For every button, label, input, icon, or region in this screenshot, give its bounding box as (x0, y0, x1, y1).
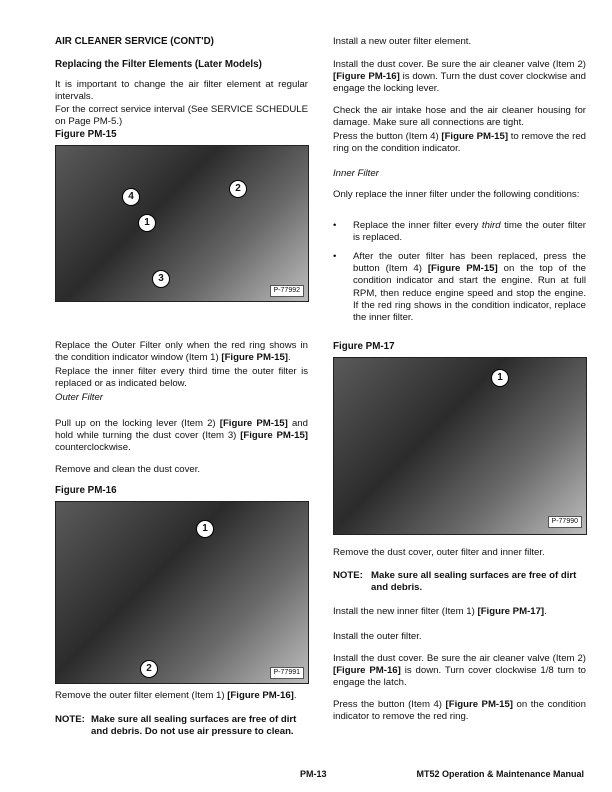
paragraph: Install the dust cover. Be sure the air cleaner valve (Item 2) [Figure PM-16] is down. Turn cover clockwise 1/8 turn to engage the latch. (333, 653, 586, 689)
callout: 2 (140, 660, 158, 678)
figure-label: Figure PM-17 (333, 341, 395, 352)
photo-code: P-77991 (270, 667, 304, 679)
bullet-item: • After the outer filter has been replaced, press the button (Item 4) [Figure PM-15] on the top of the condition indicator and start the engine. Run at full RPM, then reduce engine speed and stop the engine. If the red ring shows in the condition indicator, replace the inner filter. (333, 251, 586, 324)
paragraph: Only replace the inner filter under the following conditions: (333, 189, 580, 200)
page-number: PM-13 (300, 769, 327, 779)
subheading: Inner Filter (333, 168, 379, 179)
figure-pm-17-photo (333, 357, 587, 535)
paragraph: Install the outer filter. (333, 631, 422, 642)
callout: 1 (196, 520, 214, 538)
subsection-title: Replacing the Filter Elements (Later Models) (55, 59, 262, 70)
bullet-item: • Replace the inner filter every third time the outer filter is replaced. (333, 220, 586, 244)
note: NOTE: Make sure all sealing surfaces are free of dirt and debris. (333, 570, 577, 594)
paragraph: Install a new outer filter element. (333, 36, 472, 47)
figure-pm-15-photo (55, 145, 309, 302)
callout: 2 (229, 180, 247, 198)
section-title: AIR CLEANER SERVICE (CONT'D) (55, 36, 214, 47)
paragraph: Replace the Outer Filter only when the red ring shows in the condition indicator window (Item 1) [Figure PM-15]. (55, 340, 308, 364)
paragraph: Remove and clean the dust cover. (55, 464, 201, 475)
photo-code: P-77992 (270, 285, 304, 297)
paragraph: For the correct service interval (See SERVICE SCHEDULE on Page PM-5.) (55, 104, 308, 128)
paragraph: Check the air intake hose and the air cleaner housing for damage. Make sure all connections are tight. (333, 105, 586, 129)
note: NOTE: Make sure all sealing surfaces are free of dirt and debris. Do not use air pressure to clean. (55, 714, 297, 738)
photo-code: P-77990 (548, 516, 582, 528)
paragraph: Press the button (Item 4) [Figure PM-15] on the condition indicator to remove the red ring. (333, 699, 586, 723)
paragraph: Remove the dust cover, outer filter and inner filter. (333, 547, 545, 558)
manual-title: MT52 Operation & Maintenance Manual (416, 769, 584, 779)
paragraph: Press the button (Item 4) [Figure PM-15] to remove the red ring on the condition indicator. (333, 131, 586, 155)
paragraph: Install the new inner filter (Item 1) [Figure PM-17]. (333, 606, 547, 617)
callout: 1 (138, 214, 156, 232)
paragraph: Replace the inner filter every third time the outer filter is replaced or as indicated below. (55, 366, 308, 390)
paragraph: It is important to change the air filter element at regular intervals. (55, 79, 308, 103)
paragraph: Remove the outer filter element (Item 1) [Figure PM-16]. (55, 690, 297, 701)
callout: 4 (122, 188, 140, 206)
subheading: Outer Filter (55, 392, 103, 403)
paragraph: Install the dust cover. Be sure the air cleaner valve (Item 2) [Figure PM-16] is down. Turn the dust cover clockwise and engage the locking lever. (333, 59, 586, 95)
figure-label: Figure PM-16 (55, 485, 117, 496)
callout: 3 (152, 270, 170, 288)
paragraph: Pull up on the locking lever (Item 2) [Figure PM-15] and hold while turning the dust cover (Item 3) [Figure PM-15] counterclockwise. (55, 418, 308, 454)
figure-pm-16-photo (55, 501, 309, 684)
figure-label: Figure PM-15 (55, 129, 117, 140)
callout: 1 (491, 369, 509, 387)
